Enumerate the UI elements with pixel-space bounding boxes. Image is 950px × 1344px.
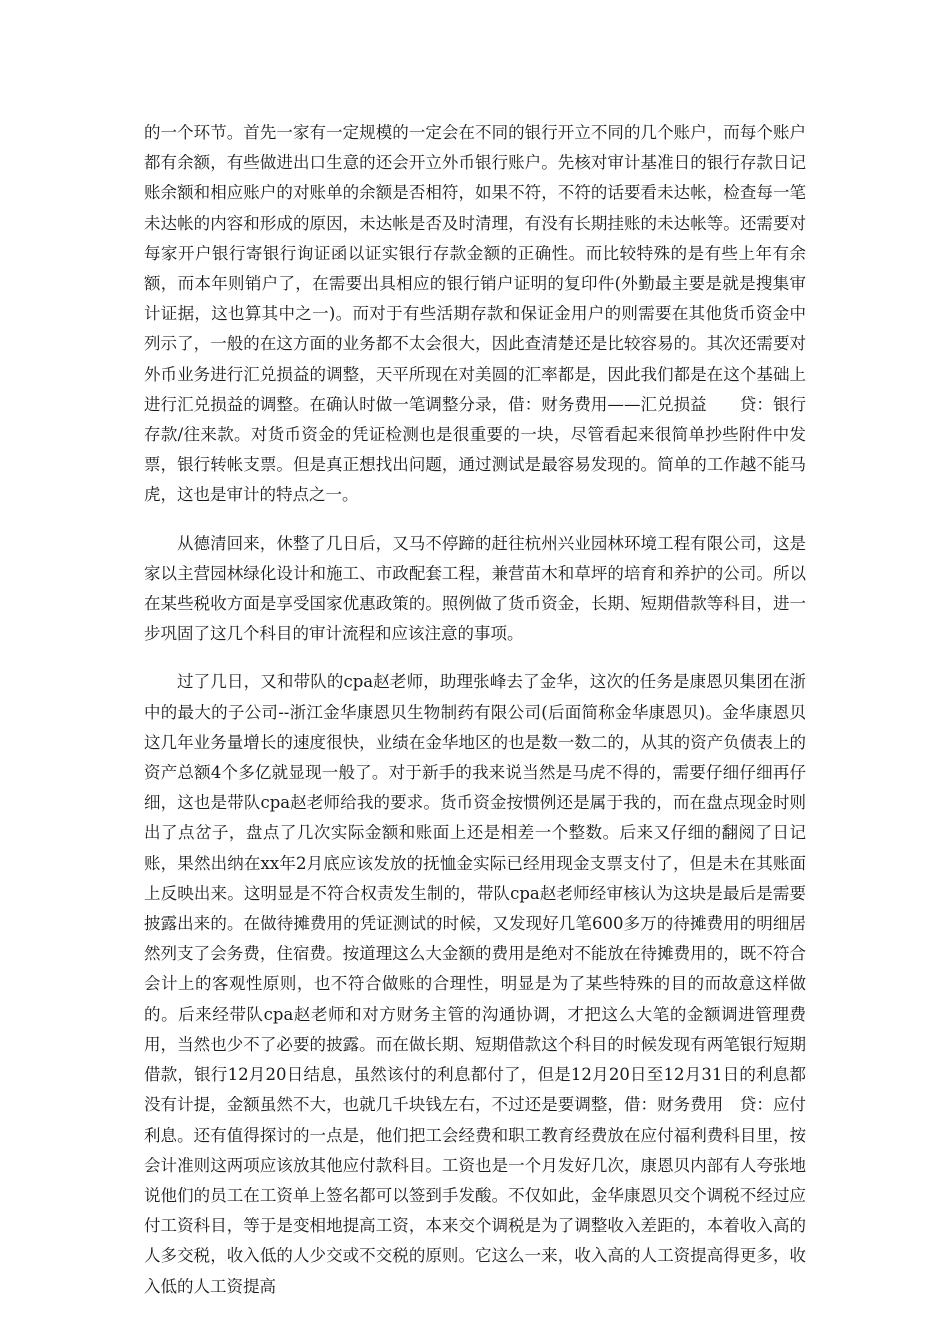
paragraph-hangzhou-landscape-company: 从德清回来，休整了几日后，又马不停蹄的赶往杭州兴业园林环境工程有限公司，这是家以主营园林绿化设计和施工、市政配套工程，兼营苗木和草坪的培育和养护的公司。所以在某些税收方面是享受国家优惠政策的。照例做了货币资金，长期、短期借款等科目，进一步巩固了这几个科目的审计流程和应该注意的事项。 (144, 533, 806, 644)
document-page (144, 118, 806, 1320)
paragraph-jinhua-conba-audit: 过了几日，又和带队的cpa赵老师，助理张峰去了金华，这次的任务是康恩贝集团在浙中的最大的子公司--浙江金华康恩贝生物制药有限公司(后面简称金华康恩贝)。金华康恩贝这几年业务量增长的速度很快，业绩在金华地区的也是数一数二的，从其的资产负债表上的资产总额4个多亿就显现一般了。对于新手的我来说当然是马虎不得的，需要仔细仔细再仔细，这也是带队cpa赵老师给我的要求。货币资金按惯例还是属于我的，而在盘点现金时则出了点岔子，盘点了几次实际金额和账面上还是相差一个整数。后来又仔细的翻阅了日记账，果然出纳在xx年2月底应该发放的抚恤金实际已经用现金支票支付了，但是未在其账面上反映出来。这明显是不符合权责发生制的，带队cpa赵老师经审核认为这块是最后是需要披露出来的。在做待摊费用的凭证测试的时候，又发现好几笔600多万的待摊费用的明细居然列支了会务费，住宿费。按道理这么大金额的费用是绝对不能放在待摊费用的，既不符合会计上的客观性原则，也不符合做账的合理性，明显是为了某些特殊的目的而故意这样做的。后来经带队cpa赵老师和对方财务主管的沟通协调，才把这么大笔的金额调进管理费用，当然也少不了必要的披露。而在做长期、短期借款这个科目的时候发现有两笔银行短期借款，银行12月20日结息，虽然该付的利息都付了，但是12月20日至12月31日的利息都没有计提，金额虽然不大，也就几千块钱左右，不过还是要调整，借：财务费用 贷：应付利息。还有值得探讨的一点是，他们把工会经费和职工教育经费放在应付福利费科目里，按会计准则这两项应该放其他应付款科目。工资也是一个月发好几次，康恩贝内部有人夸张地说他们的员工在工资单上签名都可以签到手发酸。不仅如此，金华康恩贝交个调税不经过应付工资科目，等于是变相地提高工资，本来交个调税是为了调整收入差距的，本着收入高的人多交税，收入低的人少交或不交税的原则。它这么一来，收入高的人工资提高得更多，收入低的人工资提高 (144, 672, 806, 1296)
paragraph-bank-deposit-audit: 的一个环节。首先一家有一定规模的一定会在不同的银行开立不同的几个账户，而每个账户都有余额，有些做进出口生意的还会开立外币银行账户。先核对审计基准日的银行存款日记账余额和相应账户的对账单的余额是否相符，如果不符，不符的话要看未达帐，检查每一笔未达帐的内容和形成的原因，未达帐是否及时清理，有没有长期挂账的未达帐等。还需要对每家开户银行寄银行询证函以证实银行存款金额的正确性。而比较特殊的是有些上年有余额，而本年则销户了，在需要出具相应的银行销户证明的复印件(外勤最主要是就是搜集审计证据，这也算其中之一)。而对于有些活期存款和保证金用户的则需要在其他货币资金中列示了，一般的在这方面的业务都不太会很大，因此查清楚还是比较容易的。其次还需要对外币业务进行汇兑损益的调整，天平所现在对美圆的汇率都是，因此我们都是在这个基础上进行汇兑损益的调整。在确认时做一笔调整分录，借：财务费用——汇兑损益 贷：银行存款/往来款。对货币资金的凭证检测也是很重要的一块，尽管看起来很简单抄些附件中发票，银行转帐支票。但是真正想找出问题，通过测试是最容易发现的。简单的工作越不能马虎，这也是审计的特点之一。 (144, 123, 806, 505)
